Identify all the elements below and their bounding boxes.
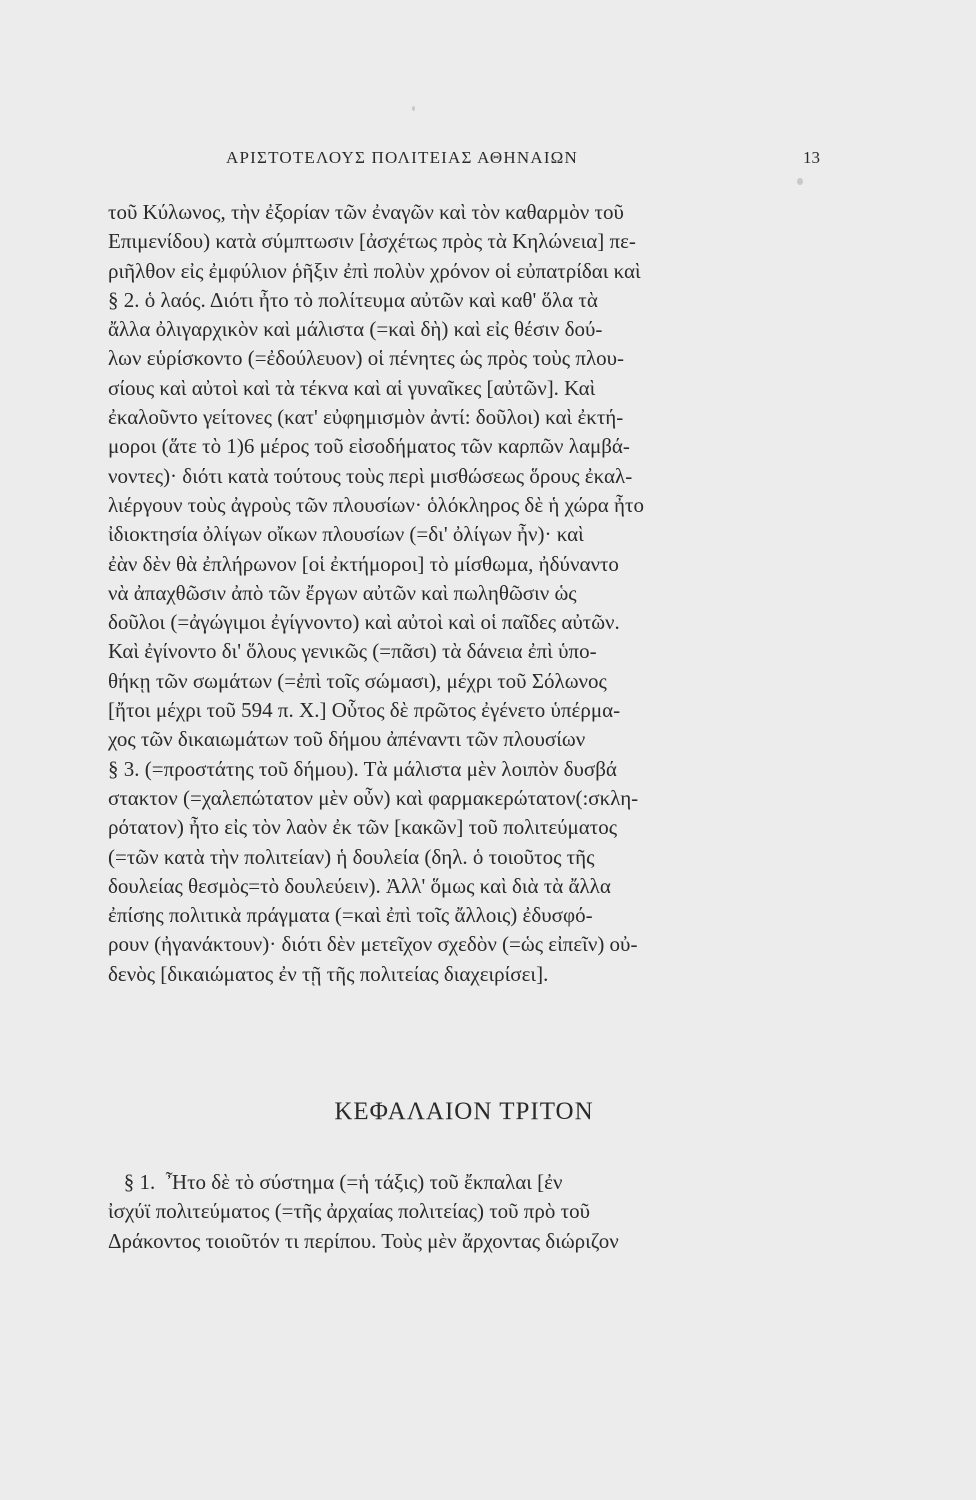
text-line: δενὸς [δικαιώματος ἐν τῇ τῆς πολιτείας διαχειρίσει]. (108, 961, 549, 986)
text-line: λων εὑρίσκοντο (=ἐδούλευον) οἱ πένητες ὡς πρὸς τοὺς πλου- (108, 346, 625, 371)
text-line: χος τῶν δικαιωμάτων τοῦ δήμου ἀπέναντι τῶν πλουσίων (108, 727, 586, 752)
text-line: μοροι (ἅτε τὸ 1)6 μέρος τοῦ εἰσοδήματος τῶν καρπῶν λαμβά- (108, 434, 630, 459)
text-line: ἐὰν δὲν θὰ ἐπλήρωνον [οἱ ἐκτήμοροι] τὸ μίσθωμα, ἠδύναντο (108, 551, 619, 576)
paragraph-1 (108, 198, 820, 989)
text-line: ἰδιοκτησία ὀλίγων οἴκων πλουσίων (=δι' ὀλίγων ἦν)· καὶ (108, 522, 584, 547)
text-line: ρουν (ἠγανάκτουν)· διότι δὲν μετεῖχον σχεδὸν (=ὡς εἰπεῖν) οὐ- (108, 932, 638, 957)
text-line: δοῦλοι (=ἀγώγιμοι ἐγίγνοντο) καὶ αὐτοὶ καὶ οἱ παῖδες αὐτῶν. (108, 610, 620, 635)
page-number: 13 (803, 148, 820, 167)
text-line: ἐκαλοῦντο γείτονες (κατ' εὐφημισμὸν ἀντί: δοῦλοι) καὶ ἐκτή- (108, 405, 624, 430)
text-line: Καὶ ἐγίνοντο δι' ὅλους γενικῶς (=πᾶσι) τὰ δάνεια ἐπὶ ὑπο- (108, 639, 597, 664)
text-line: λιέργουν τοὺς ἀγροὺς τῶν πλουσίων· ὁλόκληρος δὲ ἡ χώρα ἦτο (108, 492, 644, 517)
page-header (108, 148, 820, 178)
text-line: § 3. (=προστάτης τοῦ δήμου). Τὰ μάλιστα μὲν λοιπὸν δυσβά (108, 756, 617, 781)
text-line: ἰσχύϊ πολιτεύματος (=τῆς ἀρχαίας πολιτείας) τοῦ πρὸ τοῦ (108, 1199, 590, 1224)
text-line: νοντες)· διότι κατὰ τούτους τοὺς περὶ μισθώσεως ὅρους ἐκαλ- (108, 463, 633, 488)
text-line: νὰ ἀπαχθῶσιν ἀπὸ τῶν ἔργων αὐτῶν καὶ πωληθῶσιν ὡς (108, 580, 577, 605)
chapter-title: ΚΕΦΑΛΑΙΟΝ ΤΡΙΤΟΝ (334, 1098, 594, 1125)
text-line: δουλείας θεσμὸς=τὸ δουλεύειν). Ἀλλ' ὅμως καὶ διὰ τὰ ἄλλα (108, 873, 611, 898)
scan-speck (797, 178, 803, 185)
text-line: ριῆλθον εἰς ἐμφύλιον ῥῆξιν ἐπὶ πολὺν χρόνον οἱ εὐπατρίδαι καὶ (108, 258, 641, 283)
text-line: σίους καὶ αὐτοὶ καὶ τὰ τέκνα καὶ αἱ γυναῖκες [αὐτῶν]. Καὶ (108, 375, 596, 400)
text-line: Δράκοντος τοιοῦτόν τι περίπου. Τοὺς μὲν ἄρχοντας διώριζον (108, 1228, 619, 1253)
text-line: Επιμενίδου) κατὰ σύμπτωσιν [ἀσχέτως πρὸς τὰ Κηλώνεια] πε- (108, 229, 636, 254)
text-line: τοῦ Κύλωνος, τὴν ἐξορίαν τῶν ἐναγῶν καὶ τὸν καθαρμὸν τοῦ (108, 200, 624, 224)
paragraph-2 (108, 1168, 820, 1256)
text-line: § 2. ὁ λαός. Διότι ἦτο τὸ πολίτευμα αὐτῶν καὶ καθ' ὅλα τὰ (108, 287, 598, 312)
scan-speck (412, 106, 415, 111)
text-line: [ἤτοι μέχρι τοῦ 594 π. Χ.] Οὗτος δὲ πρῶτος ἐγένετο ὑπέρμα- (108, 698, 621, 723)
text-line: στακτον (=χαλεπώτατον μὲν οὖν) καὶ φαρμακερώτατον(:σκλη- (108, 785, 639, 810)
text-line: (=τῶν κατὰ τὴν πολιτείαν) ἡ δουλεία (δηλ. ὁ τοιοῦτος τῆς (108, 844, 595, 869)
text-line: ἄλλα ὀλιγαρχικὸν καὶ μάλιστα (=καὶ δὴ) καὶ εἰς θέσιν δού- (108, 317, 603, 342)
text-line: θήκῃ τῶν σωμάτων (=ἐπὶ τοῖς σώμασι), μέχρι τοῦ Σόλωνος (108, 668, 607, 693)
text-line: § 1. Ἦτο δὲ τὸ σύστημα (=ἡ τάξις) τοῦ ἔκπαλαι [ἐν (108, 1170, 563, 1194)
running-title: ΑΡΙΣΤΟΤΕΛΟΥΣ ΠΟΛΙΤΕΙΑΣ ΑΘΗΝΑΙΩΝ (226, 148, 578, 167)
text-line: ἐπίσης πολιτικὰ πράγματα (=καὶ ἐπὶ τοῖς ἄλλοις) ἐδυσφό- (108, 903, 593, 928)
text-line: ρότατον) ἦτο εἰς τὸν λαὸν ἐκ τῶν [κακῶν] τοῦ πολιτεύματος (108, 815, 618, 840)
